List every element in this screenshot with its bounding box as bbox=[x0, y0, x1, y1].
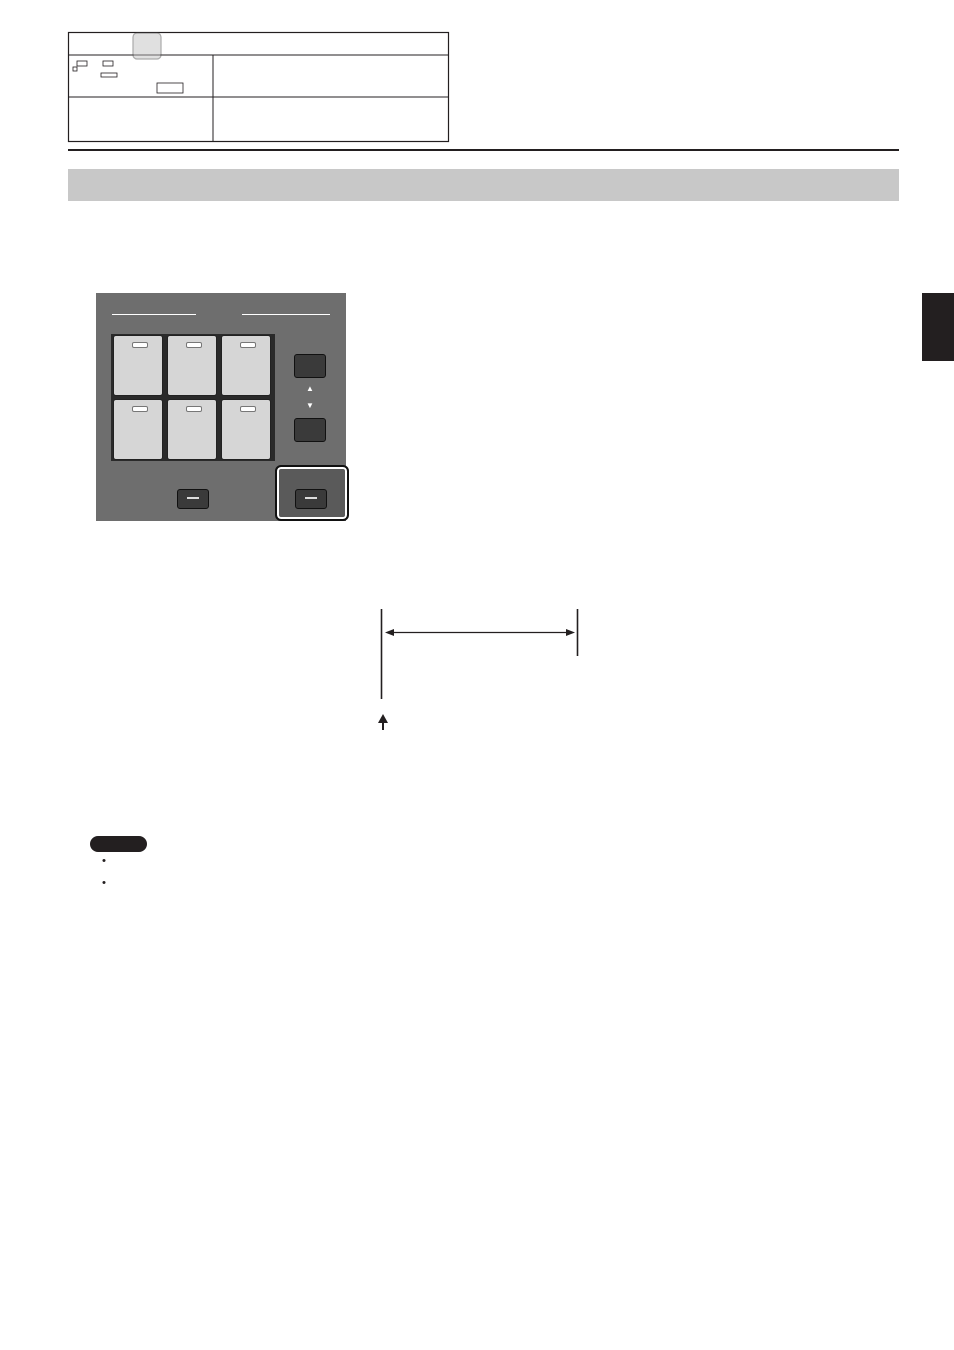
sax-indicator bbox=[240, 342, 256, 348]
top-divider bbox=[68, 149, 899, 151]
violin-indicator bbox=[132, 342, 148, 348]
panel-rule-left bbox=[112, 314, 196, 315]
level-down-arrow-icon: ▼ bbox=[306, 401, 314, 410]
level-down-button[interactable] bbox=[294, 418, 326, 442]
trumpet-indicator bbox=[132, 406, 148, 412]
level-up-arrow-icon: ▲ bbox=[306, 384, 314, 393]
flute-indicator bbox=[186, 406, 202, 412]
keyboard-split-diagram bbox=[96, 606, 582, 738]
to-lower-button[interactable] bbox=[295, 489, 327, 509]
trumpet-button[interactable] bbox=[113, 399, 163, 460]
violin-button[interactable] bbox=[113, 335, 163, 396]
section-title-bar bbox=[68, 169, 899, 201]
others-button[interactable] bbox=[221, 399, 271, 460]
side-section-label bbox=[920, 390, 940, 450]
flute-button[interactable] bbox=[167, 399, 217, 460]
panel-rule-right bbox=[242, 314, 330, 315]
side-tab bbox=[922, 293, 954, 361]
guitar-indicator bbox=[186, 342, 202, 348]
memo-bullet-icon: • bbox=[102, 855, 106, 867]
memo-bullet-icon: • bbox=[102, 877, 106, 889]
solo-panel-illustration bbox=[96, 293, 346, 521]
memo-badge bbox=[90, 836, 147, 852]
sax-button[interactable] bbox=[221, 335, 271, 396]
others-indicator bbox=[240, 406, 256, 412]
guitar-button[interactable] bbox=[167, 335, 217, 396]
alternate-button[interactable] bbox=[177, 489, 209, 509]
organ-overview-illustration bbox=[67, 31, 451, 143]
level-up-button[interactable] bbox=[294, 354, 326, 378]
